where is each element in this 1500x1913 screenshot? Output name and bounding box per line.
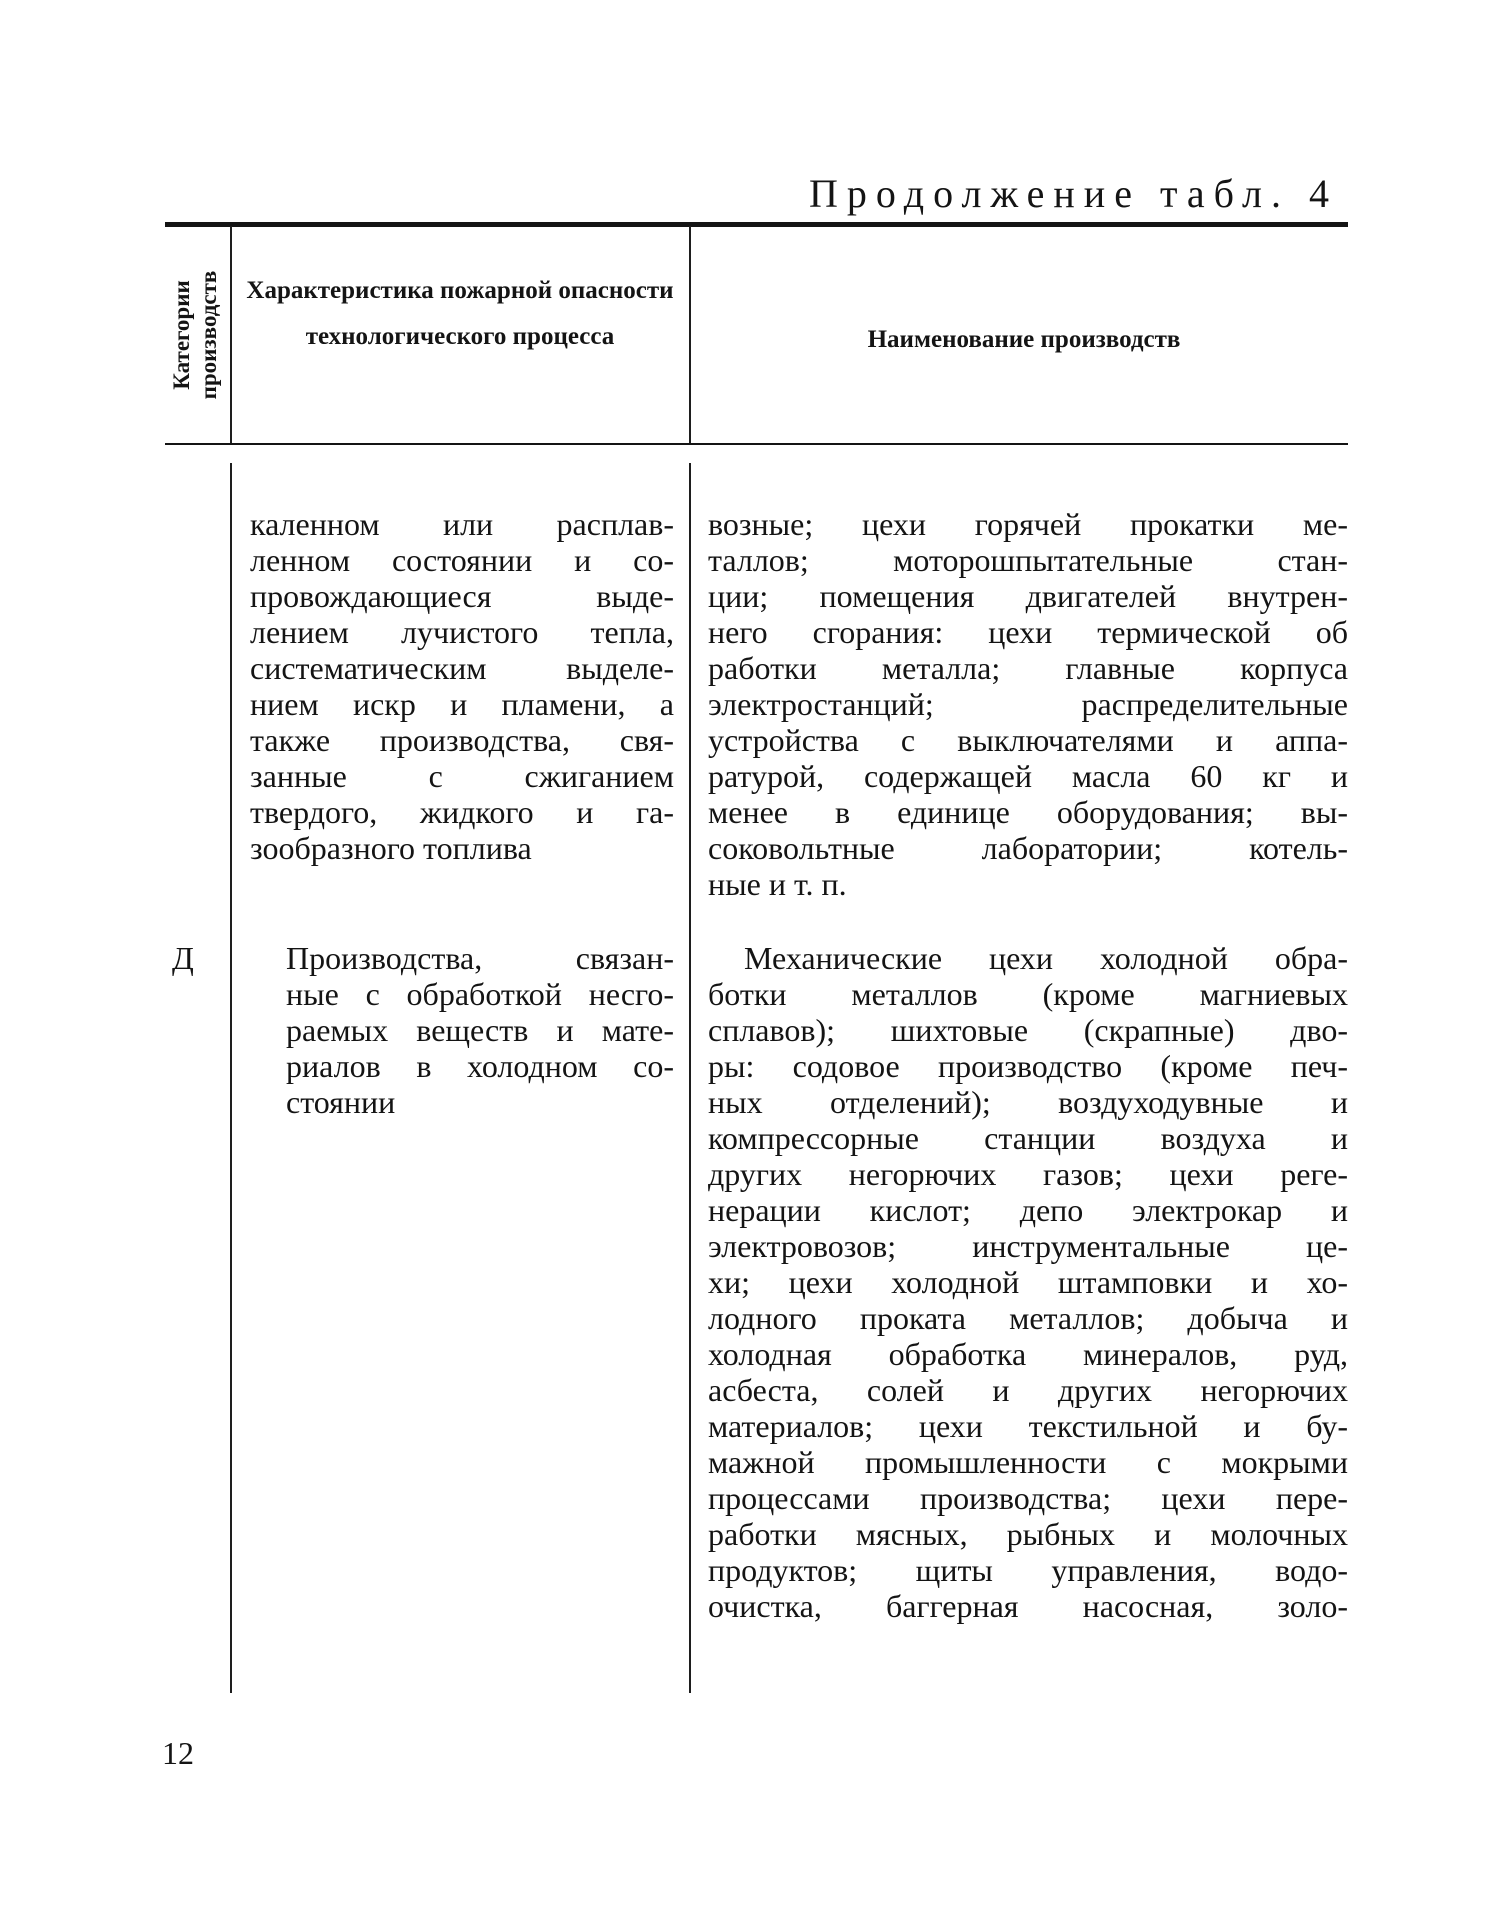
text-line: стоянии (286, 1084, 396, 1120)
text-line: электровозов; инструментальные це- (708, 1228, 1348, 1264)
row-1-name (708, 506, 1348, 902)
table-header-rule (165, 443, 1348, 445)
text-line: Производства, связан- (286, 940, 674, 976)
row-1-characteristic (250, 506, 674, 866)
text-line: хи; цехи холодной штамповки и хо- (708, 1264, 1348, 1300)
text-line: ботки металлов (кроме магниевых (708, 976, 1348, 1012)
text-line: провождающиеся выде- (250, 578, 674, 614)
text-line: работки мясных, рыбных и молочных (708, 1516, 1348, 1552)
text-line: ных отделений); воздуходувные и (708, 1084, 1348, 1120)
table-caption: Продолжение табл. 4 (809, 171, 1338, 216)
text-line: менее в единице оборудования; вы- (708, 794, 1348, 830)
text-line: ры: содовое производство (кроме печ- (708, 1048, 1348, 1084)
text-line: продуктов; щиты управления, водо- (708, 1552, 1348, 1588)
text-line: каленном или расплав- (250, 506, 674, 542)
header-category (164, 232, 226, 438)
text-line: ленном состоянии и со- (250, 542, 674, 578)
text-line: процессами производства; цехи пере- (708, 1480, 1348, 1516)
text-line: таллов; моторошпытательные стан- (708, 542, 1348, 578)
text-line: материалов; цехи текстильной и бу- (708, 1408, 1348, 1444)
text-line: работки металла; главные корпуса (708, 650, 1348, 686)
table-top-rule (165, 222, 1348, 227)
text-line: систематическим выделе- (250, 650, 674, 686)
text-line: ные и т. п. (708, 866, 847, 902)
header-column-divider (689, 226, 691, 443)
text-line: возные; цехи горячей прокатки ме- (708, 506, 1348, 542)
text-line: холодная обработка минералов, руд, (708, 1336, 1348, 1372)
text-line: ные с обработкой несго- (286, 976, 674, 1012)
text-line: также производства, свя- (250, 722, 674, 758)
text-line: электростанций; распределительные (708, 686, 1348, 722)
text-line: зообразного топлива (250, 830, 532, 866)
text-line: твердого, жидкого и га- (250, 794, 674, 830)
body-column-divider (230, 463, 232, 1693)
text-line: нием искр и пламени, а (250, 686, 674, 722)
text-line: лением лучистого тепла, (250, 614, 674, 650)
page-number: 12 (162, 1735, 194, 1771)
body-column-divider (689, 463, 691, 1693)
text-line: компрессорные станции воздуха и (708, 1120, 1348, 1156)
header-column-divider (230, 226, 232, 443)
text-line: ции; помещения двигателей внутрен- (708, 578, 1348, 614)
text-line: других негорючих газов; цехи реге- (708, 1156, 1348, 1192)
row-2-category: Д (172, 940, 194, 976)
row-2-characteristic (250, 940, 674, 1120)
text-line: раемых веществ и мате- (286, 1012, 674, 1048)
text-line: асбеста, солей и других негорючих (708, 1372, 1348, 1408)
row-2-name (708, 940, 1348, 1624)
text-line: нерации кислот; депо электрокар и (708, 1192, 1348, 1228)
text-line: сплавов); шихтовые (скрапные) дво- (708, 1012, 1348, 1048)
text-line: соковольтные лаборатории; котель- (708, 830, 1348, 866)
text-line: мажной промышленности с мокрыми (708, 1444, 1348, 1480)
text-line: занные с сжиганием (250, 758, 674, 794)
header-name: Наименование производств (867, 326, 1181, 353)
header-characteristic: Характеристика пожарной опасности технологического процесса (246, 277, 674, 350)
text-line: ратурой, содержащей масла 60 кг и (708, 758, 1348, 794)
header-category-label: Категории производств (169, 270, 221, 400)
text-line: устройства с выключателями и аппа- (708, 722, 1348, 758)
text-line: очистка, баггерная насосная, золо- (708, 1588, 1348, 1624)
text-line: него сгорания: цехи термической об (708, 614, 1348, 650)
text-line: Механические цехи холодной обра- (744, 940, 1348, 976)
text-line: риалов в холодном со- (286, 1048, 674, 1084)
text-line: лодного проката металлов; добыча и (708, 1300, 1348, 1336)
